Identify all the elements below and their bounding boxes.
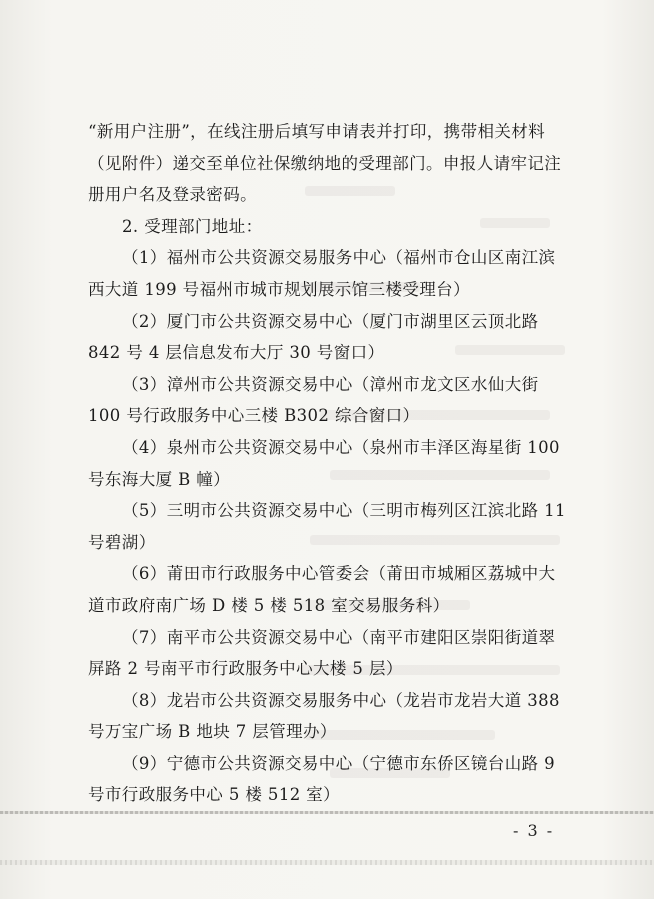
address-item-continued: 号市行政服务中心 5 楼 512 室） <box>88 785 341 805</box>
address-item: （6）莆田市行政服务中心管委会（莆田市城厢区荔城中大 <box>122 564 556 584</box>
address-item: （4）泉州市公共资源交易中心（泉州市丰泽区海星街 100 <box>122 437 560 457</box>
address-item-continued: 屏路 2 号南平市行政服务中心大楼 5 层） <box>88 659 403 679</box>
address-item: （8）龙岩市公共资源交易服务中心（龙岩市龙岩大道 388 <box>122 690 560 710</box>
address-item-continued: 西大道 199 号福州市城市规划展示馆三楼受理台） <box>88 279 470 299</box>
address-item: （3）漳州市公共资源交易中心（漳州市龙文区水仙大街 <box>122 374 539 394</box>
address-item-continued: 道市政府南广场 D 楼 5 楼 518 室交易服务科） <box>88 595 450 615</box>
address-item: （2）厦门市公共资源交易中心（厦门市湖里区云顶北路 <box>122 311 539 331</box>
section-heading: 2. 受理部门地址： <box>122 216 263 236</box>
address-item-continued: 号东海大厦 B 幢） <box>88 469 231 489</box>
page-number: - 3 - <box>513 821 555 840</box>
address-item: （1）福州市公共资源交易服务中心（福州市仓山区南江滨 <box>122 248 556 268</box>
address-item-continued: 100 号行政服务中心三楼 B302 综合窗口） <box>88 406 420 426</box>
text-line: （见附件）递交至单位社保缴纳地的受理部门。申报人请牢记注 <box>88 153 562 173</box>
footer-scan-line <box>0 811 654 814</box>
text-line: “新用户注册”，在线注册后填写申请表并打印，携带相关材料 <box>88 122 546 141</box>
footer-scan-line-lower <box>0 860 654 865</box>
document-body <box>88 116 574 811</box>
address-item-continued: 号万宝广场 B 地块 7 层管理办） <box>88 722 337 742</box>
address-item-continued: 842 号 4 层信息发布大厅 30 号窗口） <box>88 343 385 363</box>
address-item: （7）南平市公共资源交易中心（南平市建阳区崇阳街道翠 <box>122 627 556 647</box>
text-line: 册用户名及登录密码。 <box>88 185 257 205</box>
address-item: （9）宁德市公共资源交易中心（宁德市东侨区镜台山路 9 <box>122 753 556 773</box>
address-item-continued: 号碧湖） <box>88 532 156 552</box>
address-item: （5）三明市公共资源交易中心（三明市梅列区江滨北路 11 <box>122 501 566 521</box>
